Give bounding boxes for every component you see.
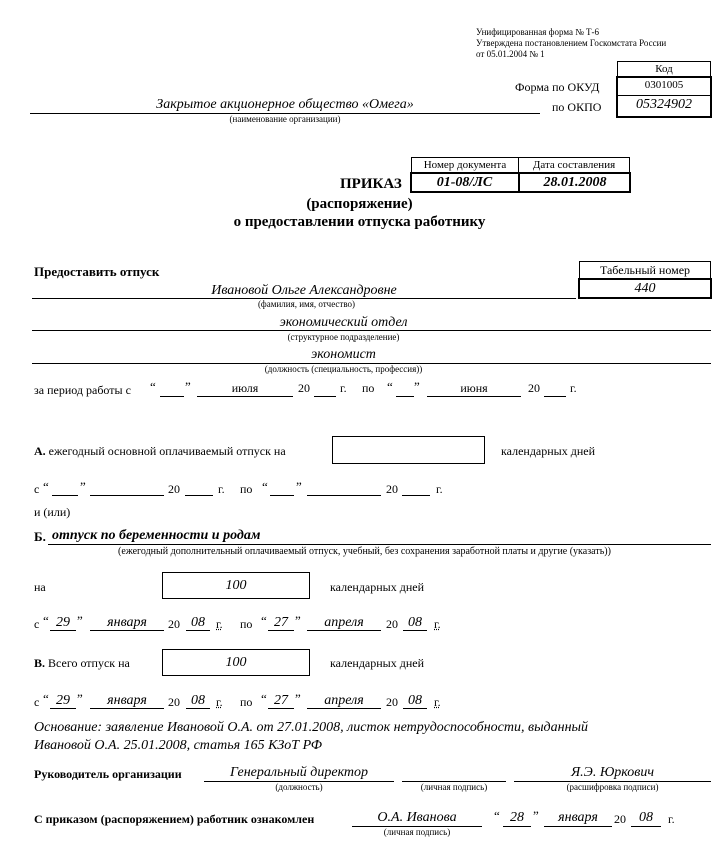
b-from-month: января: [107, 615, 147, 630]
tab-number-box: [578, 278, 712, 299]
organization-name: Закрытое акционерное общество «Омега»: [156, 97, 414, 112]
approved-by: Утверждена постановлением Госкомстата России: [476, 38, 667, 48]
tab-number-label: Табельный номер: [599, 263, 691, 277]
a-to-year-suffix: г.: [436, 482, 443, 496]
okud-value: 0301005: [644, 79, 684, 91]
okpo-value: 05324902: [636, 97, 692, 112]
v-from-quote-close: ”: [77, 691, 83, 706]
wp-from-quote-close: ”: [185, 379, 191, 394]
doc-date-value: 28.01.2008: [543, 175, 607, 190]
b-to-quote-close: ”: [295, 613, 301, 628]
approved-date: от 05.01.2004 № 1: [476, 49, 545, 59]
section-b-on-label: на: [34, 580, 46, 594]
wp-to-year-suffix: г.: [570, 381, 577, 395]
section-b-leave-type: отпуск по беременности и родам: [52, 528, 261, 543]
b-from-year: 08: [191, 615, 205, 630]
wp-to-month: июня: [460, 381, 488, 395]
section-b-days-box[interactable]: [162, 572, 310, 599]
v-from-quote-open: “: [43, 691, 49, 706]
and-or-label: и (или): [34, 505, 71, 519]
acknowledge-month: января: [558, 810, 598, 825]
title-subtitle: (распоряжение): [306, 196, 413, 212]
section-a-days-label: календарных дней: [501, 444, 596, 458]
b-to-quote-open: “: [261, 613, 267, 628]
employee-fio: Ивановой Ольге Александровне: [211, 283, 397, 298]
section-v-days-label: календарных дней: [330, 656, 425, 670]
title-order: ПРИКАЗ: [340, 176, 402, 192]
v-to-label: по: [240, 695, 253, 709]
head-position: Генеральный директор: [229, 765, 369, 780]
acknowledge-year: 08: [639, 810, 653, 825]
section-a-days-box[interactable]: [332, 436, 485, 464]
head-name: Я.Э. Юркович: [570, 765, 655, 780]
head-label: Руководитель организации: [34, 767, 182, 781]
a-from-year-prefix: 20: [168, 482, 180, 496]
b-from-quote-open: “: [43, 613, 49, 628]
acknowledge-label: С приказом (распоряжением) работник ознакомлен: [34, 812, 315, 826]
a-to-year-prefix: 20: [386, 482, 398, 496]
doc-number-label: Номер документа: [423, 159, 507, 171]
section-a-label: [34, 444, 286, 459]
a-to-quote-open: “: [262, 479, 268, 494]
section-b-days-value: 100: [225, 578, 247, 593]
basis-line-2: Ивановой О.А. 25.01.2008, статья 165 КЗоТ РФ: [34, 738, 323, 753]
acknowledge-signature-caption: (личная подпись): [383, 827, 451, 837]
b-from-day: 29: [56, 615, 70, 630]
wp-from-year-prefix: 20: [298, 381, 310, 395]
v-from-day: 29: [56, 693, 70, 708]
v-to-quote-open: “: [261, 691, 267, 706]
a-from-year-suffix: г.: [218, 482, 225, 496]
acknowledge-day: 28: [510, 810, 524, 825]
wp-from-month: июля: [231, 381, 259, 395]
tab-number-header: [579, 261, 711, 279]
section-b-prefix: Б.: [34, 529, 46, 544]
okud-label: Форма по ОКУД: [515, 80, 600, 94]
title-purpose: о предоставлении отпуска работнику: [233, 214, 486, 230]
b-from-quote-close: ”: [77, 613, 83, 628]
section-a-prefix: А.: [34, 444, 46, 458]
position-caption: (должность (специальность, профессия)): [264, 364, 423, 374]
section-v-text: Всего отпуск на: [48, 656, 130, 670]
v-from-label: с: [34, 695, 40, 709]
wp-from-year-suffix: г.: [340, 381, 347, 395]
doc-date-header: [518, 157, 630, 173]
wp-to-quote-close: ”: [414, 379, 420, 394]
a-to-label: по: [240, 482, 253, 496]
grant-label: Предоставить отпуск: [34, 264, 160, 279]
section-b-days-label: календарных дней: [330, 580, 425, 594]
section-a-from-label: с: [34, 482, 40, 496]
section-v-days-box[interactable]: [162, 649, 310, 676]
v-to-quote-close: ”: [295, 691, 301, 706]
wp-from-quote-open: “: [150, 379, 156, 394]
v-to-day: 27: [274, 693, 288, 708]
a-from-quote-close: ”: [80, 479, 86, 494]
head-signature-caption: (личная подпись): [420, 782, 488, 792]
a-from-quote-open: “: [43, 479, 49, 494]
b-to-month: апреля: [324, 615, 364, 630]
fio-caption: (фамилия, имя, отчество): [257, 299, 356, 309]
v-to-year-prefix: 20: [386, 695, 398, 709]
form-name: Унифицированная форма № Т-6: [476, 27, 600, 37]
ack-quote-close: ”: [533, 808, 539, 823]
head-position-caption: (должность): [275, 782, 323, 792]
wp-to-year-prefix: 20: [528, 381, 540, 395]
doc-number-header: [411, 157, 519, 173]
section-a-text: ежегодный основной оплачиваемый отпуск на: [48, 444, 286, 458]
wp-to-quote-open: “: [387, 379, 393, 394]
v-from-month: января: [107, 693, 147, 708]
ack-year-suffix: г.: [668, 812, 675, 826]
employee-position: экономист: [311, 347, 376, 362]
section-b-caption: (ежегодный дополнительный оплачиваемый отпуск, учебный, без сохранения заработной платы и другие (указать)): [118, 546, 611, 557]
department-caption: (структурное подразделение): [287, 332, 400, 342]
basis-line-1: Основание: заявление Ивановой О.А. от 27.01.2008, листок нетрудоспособности, выданный: [34, 720, 588, 735]
employee-department: экономический отдел: [279, 315, 408, 330]
b-to-label: по: [240, 617, 253, 631]
section-v-days-value: 100: [225, 655, 247, 670]
section-v-label: [34, 656, 130, 671]
tab-number-value: 440: [634, 281, 656, 296]
doc-number-value: 01-08/ЛС: [436, 175, 493, 190]
b-to-year-prefix: 20: [386, 617, 398, 631]
b-from-year-suffix: г.: [216, 617, 223, 631]
acknowledge-signature: О.А. Иванова: [377, 810, 457, 825]
b-from-label: с: [34, 617, 40, 631]
code-label: Код: [655, 63, 673, 75]
code-header-cell: [617, 61, 711, 77]
v-from-year: 08: [191, 693, 205, 708]
a-to-quote-close: ”: [296, 479, 302, 494]
b-from-year-prefix: 20: [168, 617, 180, 631]
b-to-year: 08: [408, 615, 422, 630]
b-to-day: 27: [274, 615, 288, 630]
head-name-caption: (расшифровка подписи): [566, 782, 659, 792]
v-from-year-suffix: г.: [216, 695, 223, 709]
section-v-prefix: В.: [34, 656, 46, 670]
ack-year-prefix: 20: [614, 812, 626, 826]
wp-to-label: по: [362, 381, 375, 395]
b-to-year-suffix: г.: [434, 617, 441, 631]
doc-date-label: Дата составления: [532, 159, 616, 171]
work-period-label: за период работы с: [34, 383, 131, 397]
v-from-year-prefix: 20: [168, 695, 180, 709]
v-to-month: апреля: [324, 693, 364, 708]
ack-quote-open: “: [494, 808, 500, 823]
okpo-label: по ОКПО: [552, 100, 602, 114]
v-to-year-suffix: г.: [434, 695, 441, 709]
v-to-year: 08: [408, 693, 422, 708]
organization-caption: (наименование организации): [229, 114, 341, 124]
